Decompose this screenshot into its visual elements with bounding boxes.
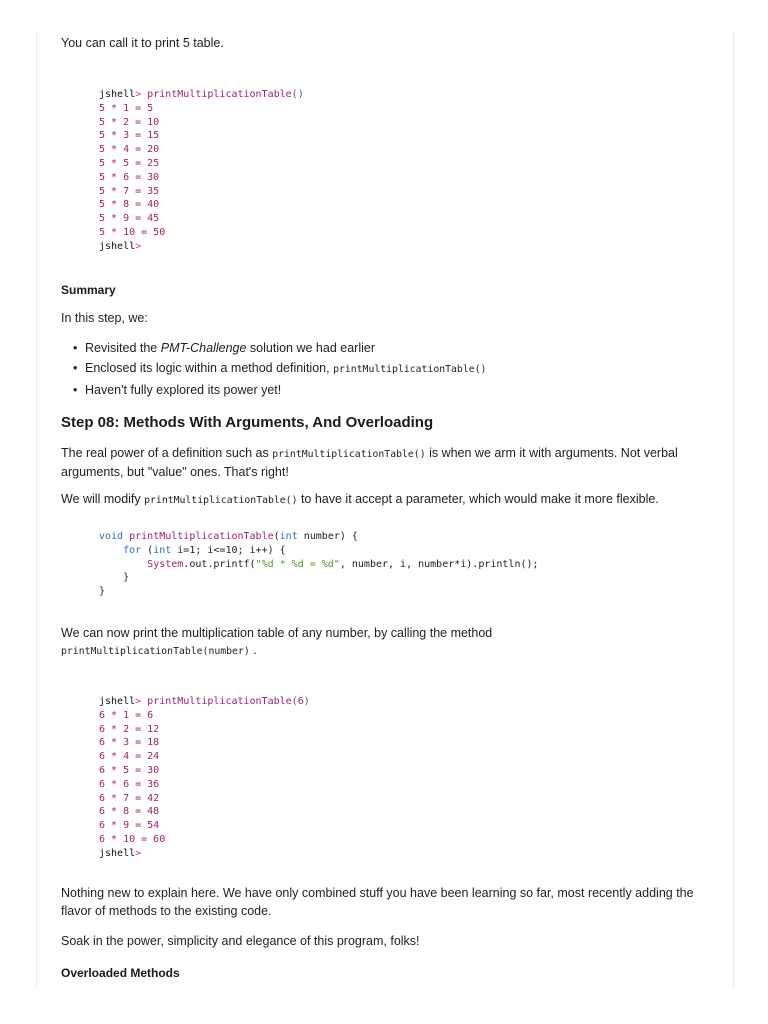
output-row: 5 * 3 = 15 (99, 130, 160, 142)
output-row: 6 * 6 = 36 (99, 778, 160, 790)
summary-list (61, 338, 486, 400)
output-row: 6 * 8 = 48 (99, 806, 160, 818)
output-row: 6 * 7 = 42 (99, 792, 160, 804)
jshell-end-prompt: jshell (99, 847, 136, 859)
intro-paragraph: You can call it to print 5 table. (61, 36, 224, 50)
output-rows (99, 710, 165, 845)
summary-heading: Summary (61, 283, 116, 297)
output-row: 5 * 6 = 30 (99, 171, 160, 183)
output-rows (99, 103, 165, 238)
output-row: 6 * 9 = 54 (99, 820, 160, 832)
step-08-paragraph-2: We will modify printMultiplicationTable() to have it accept a parameter, which would make it more flexible. (61, 492, 659, 506)
jshell-prompt: jshell (99, 696, 136, 707)
method-call: printMultiplicationTable (147, 696, 292, 707)
inline-code: printMultiplicationTable() (272, 449, 426, 460)
inline-code: printMultiplicationTable(number) (61, 646, 250, 657)
output-row: 5 * 1 = 5 (99, 102, 154, 114)
left-margin-rule (36, 32, 37, 988)
output-row: 5 * 5 = 25 (99, 157, 160, 169)
pmt-challenge-emphasis: PMT-Challenge (160, 341, 247, 355)
jshell-end-prompt: jshell (99, 240, 136, 252)
step-08-heading: Step 08: Methods With Arguments, And Overloading (61, 414, 434, 431)
output-row: 5 * 4 = 20 (99, 144, 160, 156)
code-block-method-definition: void printMultiplicationTable(int number) { for (int i=1; i<=10; i++) { System.out.printf("%d * %d = %d", number, i, number*i).println(); } } (99, 531, 539, 598)
inline-code: printMultiplicationTable() (144, 495, 298, 506)
overloaded-methods-heading: Overloaded Methods (61, 966, 180, 980)
paragraph-soak-in: Soak in the power, simplicity and elegance of this program, folks! (61, 934, 420, 948)
jshell-prompt: jshell (99, 89, 136, 100)
output-row: 6 * 3 = 18 (99, 737, 160, 749)
inline-code: printMultiplicationTable() (333, 364, 487, 375)
output-row: 5 * 8 = 40 (99, 199, 160, 211)
list-item: • Haven't fully explored its power yet! (61, 380, 486, 400)
list-item: • Revisited the PMT-Challenge solution we had earlier (61, 338, 486, 358)
paragraph-method-call: printMultiplicationTable(number) . (61, 643, 257, 657)
code-block-jshell-5: jshell> printMultiplicationTable() 5 * 1 = 5 5 * 2 = 10 5 * 3 = 15 5 * 4 = 20 5 * 5 = 25 5 * 6 = 30 5 * 7 = 35 5 * 8 = 40 5 * 9 = 45 5 * 10 = 50 jshell> (99, 89, 304, 252)
summary-lead: In this step, we: (61, 311, 148, 325)
output-row: 5 * 9 = 45 (99, 213, 160, 225)
output-row: 6 * 1 = 6 (99, 709, 154, 721)
paragraph-any-number: We can now print the multiplication table of any number, by calling the method (61, 626, 493, 640)
method-call: printMultiplicationTable (147, 89, 292, 100)
code-block-jshell-6: jshell> printMultiplicationTable(6) 6 * 1 = 6 6 * 2 = 12 6 * 3 = 18 6 * 4 = 24 6 * 5 = 30 6 * 6 = 36 6 * 7 = 42 6 * 8 = 48 6 * 9 = 54 6 * 10 = 60 jshell> (99, 696, 310, 859)
step-08-paragraph-1: The real power of a definition such as printMultiplicationTable() is when we arm it with arguments. Not verbal arguments, but "value" ones. That's right! (61, 446, 678, 479)
paragraph-nothing-new: Nothing new to explain here. We have only combined stuff you have been learning so far, most recently adding the flavor of methods to the existing code. (61, 886, 694, 918)
output-row: 6 * 2 = 12 (99, 723, 160, 735)
output-row: 6 * 5 = 30 (99, 764, 160, 776)
output-row: 6 * 10 = 60 (99, 833, 166, 845)
output-row: 5 * 10 = 50 (99, 226, 166, 238)
output-row: 6 * 4 = 24 (99, 751, 160, 763)
output-row: 5 * 2 = 10 (99, 116, 160, 128)
right-margin-rule (733, 32, 734, 988)
output-row: 5 * 7 = 35 (99, 185, 160, 197)
list-item: • Enclosed its logic within a method definition, printMultiplicationTable() (61, 358, 486, 380)
